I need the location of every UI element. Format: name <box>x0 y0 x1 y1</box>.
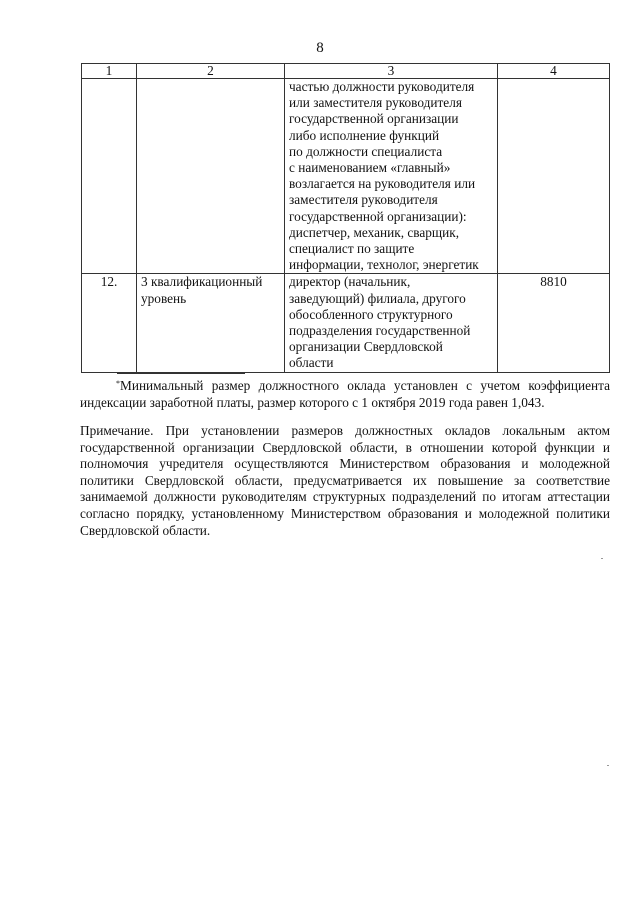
column-header-4: 4 <box>498 64 610 79</box>
row-number-cell <box>82 79 137 274</box>
qualification-level-line: уровень <box>141 290 187 306</box>
position-line: государственной организации): <box>289 208 467 224</box>
scan-speck <box>601 558 603 559</box>
qualification-level-cell <box>137 274 285 372</box>
position-line: подразделения государственной <box>289 323 471 339</box>
qualification-level-cell <box>137 79 285 274</box>
table-row <box>82 274 610 372</box>
column-header-2: 2 <box>137 64 285 79</box>
position-line: с наименованием «главный» <box>289 160 451 176</box>
position-line: специалист по защите <box>289 241 415 257</box>
position-line: области <box>289 355 334 371</box>
position-line: организации Свердловской <box>289 339 443 355</box>
position-line: государственной организации <box>289 111 459 127</box>
position-line: возлагается на руководителя или <box>289 176 476 192</box>
salary-cell <box>498 79 610 274</box>
position-line: диспетчер, механик, сварщик, <box>289 224 460 240</box>
position-line: либо исполнение функций <box>289 127 440 143</box>
salary-cell: 8810 <box>498 274 610 372</box>
position-line: или заместителя руководителя <box>289 95 462 111</box>
position-line: директор (начальник, <box>289 274 411 290</box>
footnote-marker: * <box>116 379 120 388</box>
position-line: по должности специалиста <box>289 143 443 159</box>
column-header-3: 3 <box>285 64 498 79</box>
table-row <box>82 79 610 274</box>
position-line: информации, технолог, энергетик <box>289 257 479 273</box>
scan-speck <box>607 765 609 766</box>
page-number: 8 <box>316 40 324 56</box>
position-line: частью должности руководителя <box>289 79 475 94</box>
note-paragraph: Примечание. При установлении размеров должностных окладов локальным актом государственной организации Свердловской области, в отношении которой функции и полномочия учредителя осуществляются Министерством образования и молодежной политики Свердловской области, предусматривается их повышение за соответствие занимаемой должности руководителям структурных подразделений по итогам аттестации согласно порядку, установленному Министерством образования и молодежной политики Свердловской области. <box>80 423 610 538</box>
footnote-text: Минимальный размер должностного оклада установлен с учетом коэффициента индексации заработной платы, размер которого с 1 октября 2019 года равен 1,043. <box>80 378 610 410</box>
table-header-row <box>82 64 610 79</box>
salary-table <box>81 63 610 373</box>
position-cell <box>285 79 498 274</box>
footnote-separator <box>117 373 245 374</box>
row-number-cell: 12. <box>82 274 137 372</box>
qualification-level-line: 3 квалификационный <box>141 274 263 290</box>
position-line: заместителя руководителя <box>289 192 438 208</box>
column-header-1: 1 <box>82 64 137 79</box>
position-line: обособленного структурного <box>289 306 453 322</box>
position-line: заведующий) филиала, другого <box>289 290 466 306</box>
position-cell <box>285 274 498 372</box>
footnote <box>80 378 610 411</box>
